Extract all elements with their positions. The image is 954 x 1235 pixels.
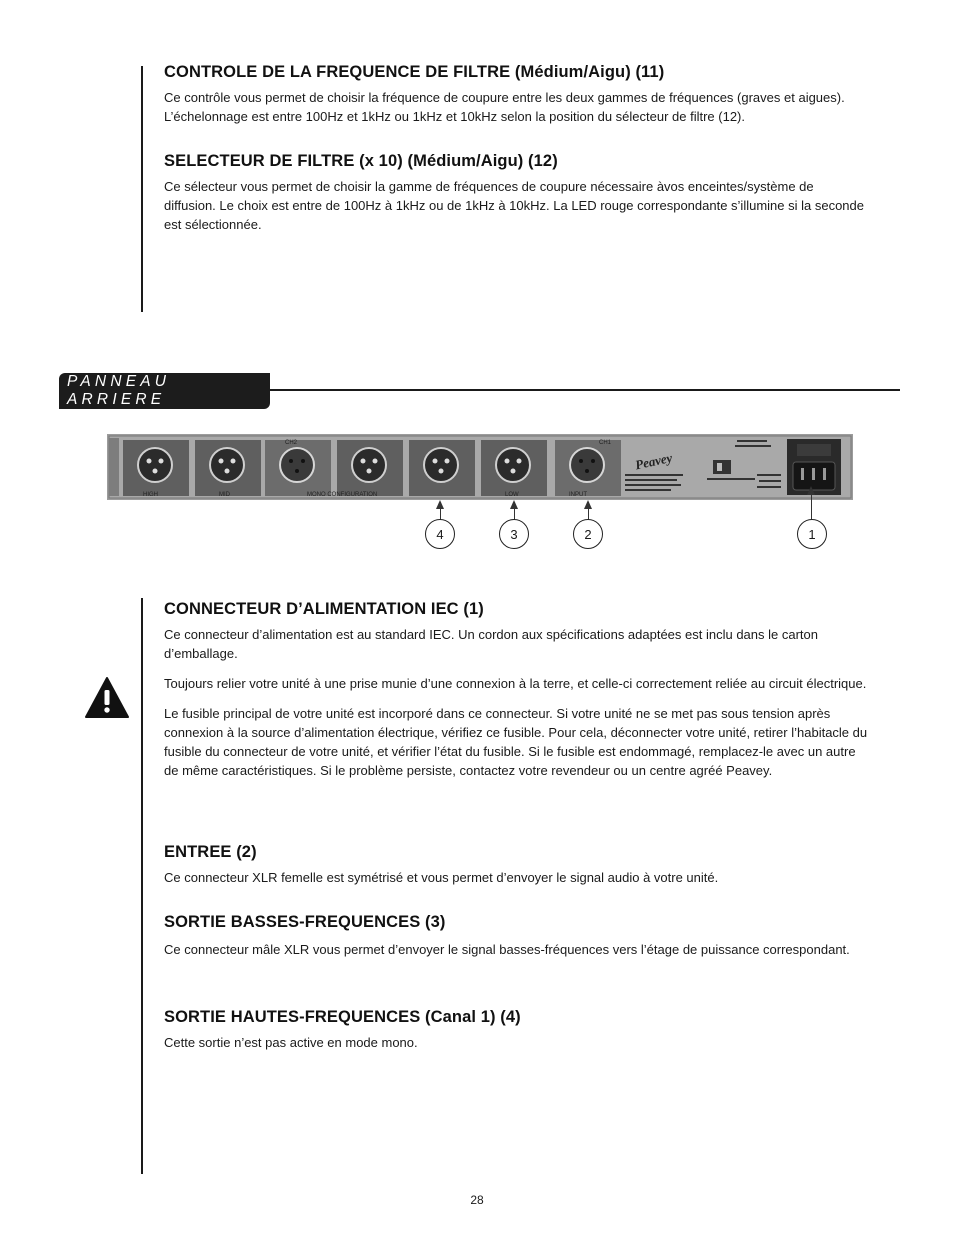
section-filter-selector [164, 152, 869, 234]
section-title: CONNECTEUR D’ALIMENTATION IEC (1) [164, 600, 484, 618]
section-input [164, 843, 869, 887]
callout-4: 4 [425, 519, 455, 549]
section-body: Cette sortie n’est pas active en mode mono. [164, 1035, 418, 1050]
xlr-high-out [409, 440, 475, 496]
rear-panel-image [107, 434, 853, 500]
panel-label-ch2: CH2 [285, 440, 298, 446]
banner-rule [270, 389, 900, 391]
callout-2: 2 [573, 519, 603, 549]
section-body: Ce sélecteur vous permet de choisir la gamme de fréquences de coupure nécessaire àvos enceintes/système de diffusion. Le choix est entre de 100Hz à 1kHz ou de 1kHz à 10kHz. La LED rouge correspondante s’illumine si la seconde est sélectionnée. [164, 179, 864, 232]
xlr-mono-1 [337, 440, 403, 496]
callout-3: 3 [499, 519, 529, 549]
xlr-ch2-input [265, 440, 331, 496]
section-title: SORTIE HAUTES-FREQUENCES (Canal 1) (4) [164, 1008, 521, 1026]
section-rule-top [141, 66, 143, 312]
section-title: ENTREE (2) [164, 843, 257, 861]
callout-1: 1 [797, 519, 827, 549]
section-body: Ce connecteur mâle XLR vous permet d’envoyer le signal basses-fréquences vers l’étage de puissance correspondant. [164, 942, 850, 957]
warning-icon [84, 676, 130, 719]
panel-label-mono: MONO CONFIGURATION [307, 492, 378, 498]
section-rule-bottom [141, 598, 143, 1174]
section-title: SELECTEUR DE FILTRE (x 10) (Médium/Aigu) (12) [164, 152, 558, 170]
section-body: Le fusible principal de votre unité est incorporé dans ce connecteur. Si votre unité ne se met pas sous tension après connexion à la source d’alimentation électrique, vérifiez ce fusible. Pour cela, déconnecter votre unité, retirer l’habitacle du fusible du connecteur de votre unité, et vérifier l’état du fusible. Si le fusible est endommagé, remplacez-le avec un autre de même caractéristiques. Si le problème persiste, contactez votre revendeur ou un centre agréé Peavey. [164, 706, 868, 778]
panel-label-low: LOW [505, 492, 519, 498]
xlr-mid [195, 440, 261, 496]
section-iec-connector [164, 600, 869, 780]
section-body: Ce contrôle vous permet de choisir la fréquence de coupure entre les deux gammes de fréquences (graves et aigues). L’échelonnage est entre 100Hz et 1kHz ou 1kHz et 10kHz selon la position du sélecteur de filtre (12). [164, 90, 845, 124]
panel-label-input: INPUT [569, 492, 587, 498]
xlr-high [123, 440, 189, 496]
section-body: Ce connecteur XLR femelle est symétrisé et vous permet d’envoyer le signal audio à votre unité. [164, 870, 719, 885]
section-filter-frequency [164, 63, 869, 126]
panel-label-ch1: CH1 [599, 440, 612, 446]
section-high-output [164, 1008, 869, 1052]
panel-label-high: HIGH [143, 492, 158, 498]
callout-arrow-1 [811, 488, 812, 522]
xlr-ch1-input [555, 440, 621, 496]
section-title: CONTROLE DE LA FREQUENCE DE FILTRE (Médium/Aigu) (11) [164, 63, 665, 81]
panel-label-mid: MID [219, 492, 230, 498]
section-banner: PANNEAU ARRIERE [59, 373, 270, 409]
xlr-low-out [481, 440, 547, 496]
page-number: 28 [470, 1193, 484, 1207]
section-title: SORTIE BASSES-FREQUENCES (3) [164, 913, 446, 931]
brand-logo: Peavey [633, 449, 674, 473]
section-body: Toujours relier votre unité à une prise munie d’une connexion à la terre, et celle-ci correctement reliée au circuit électrique. [164, 676, 867, 691]
section-low-output [164, 913, 869, 961]
section-body: Ce connecteur d’alimentation est au standard IEC. Un cordon aux spécifications adaptées est inclu dans le carton d’emballage. [164, 627, 818, 661]
